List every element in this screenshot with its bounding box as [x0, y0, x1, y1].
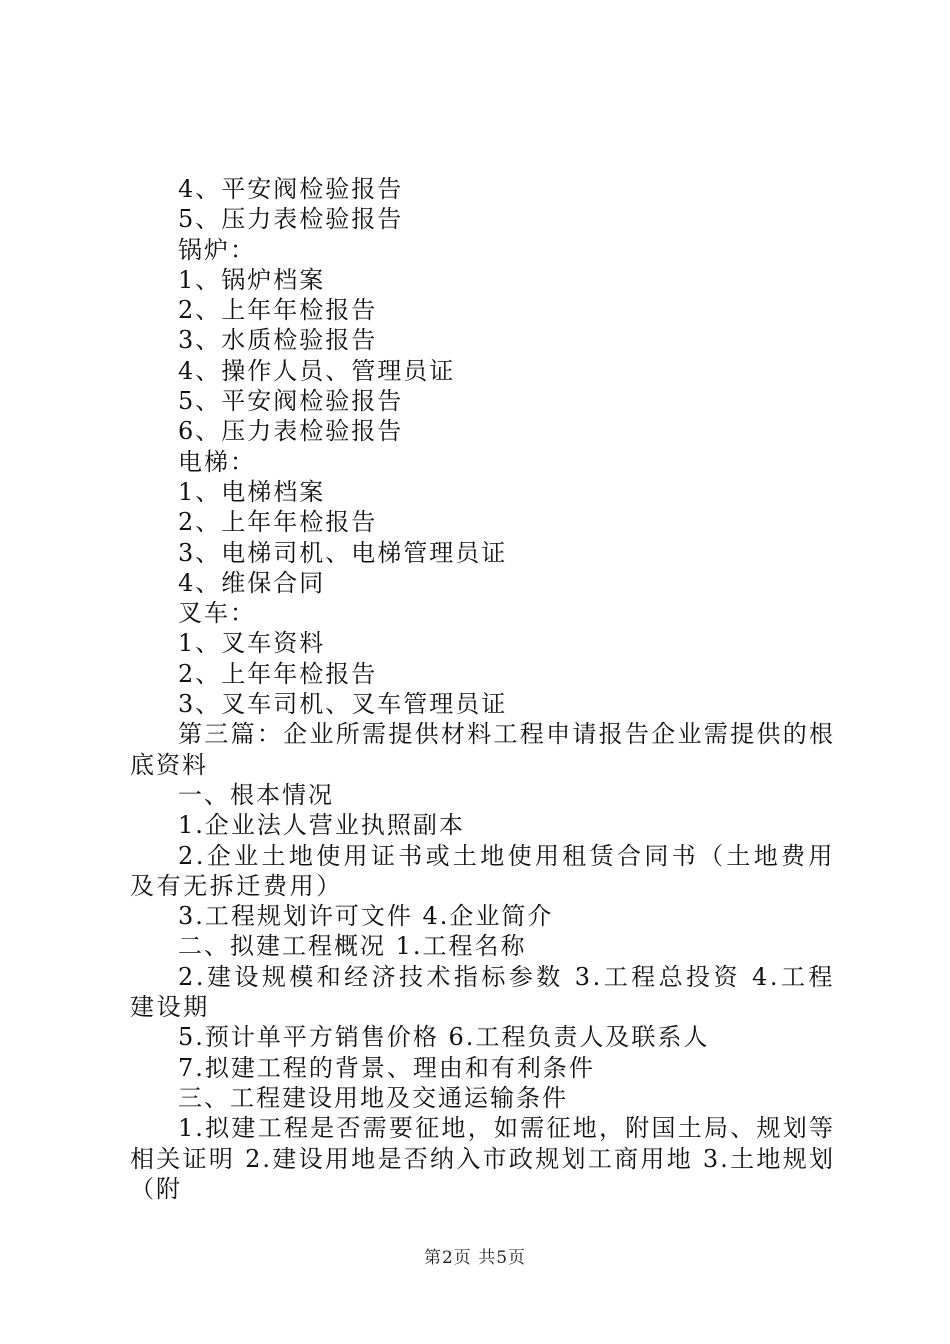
paragraph: 2.建设规模和经济技术指标参数 3.工程总投资 4.工程建设期: [130, 962, 835, 1022]
paragraph: 2.企业土地使用证书或土地使用租赁合同书（土地费用及有无拆迁费用）: [130, 841, 835, 900]
paragraph: 7.拟建工程的背景、理由和有利条件: [178, 1053, 595, 1082]
chapter-title: 第三篇：企业所需提供材料工程申请报告企业需提供的根底资料: [130, 720, 835, 779]
section-heading: 三、工程建设用地及交通运输条件: [178, 1083, 568, 1112]
list-item: 4、维保合同: [178, 568, 326, 597]
list-item: 1、叉车资料: [178, 629, 326, 658]
list-item: 1、电梯档案: [178, 477, 326, 506]
list-item: 2、上年年检报告: [178, 659, 378, 688]
paragraph: 5.预计单平方销售价格 6.工程负责人及联系人: [178, 1023, 710, 1052]
section-heading: 锅炉：: [178, 235, 256, 264]
paragraph: 3.工程规划许可文件 4.企业简介: [178, 902, 554, 931]
section-heading: 二、拟建工程概况 1.工程名称: [178, 932, 527, 961]
list-item: 5、压力表检验报告: [178, 205, 404, 234]
list-item: 3、电梯司机、电梯管理员证: [178, 538, 508, 567]
list-item: 3、叉车司机、叉车管理员证: [178, 690, 508, 719]
paragraph: 1.企业法人营业执照副本: [178, 811, 465, 840]
list-item: 2、上年年检报告: [178, 508, 378, 537]
list-item: 4、平安阀检验报告: [178, 175, 404, 203]
list-item: 5、平安阀检验报告: [178, 387, 404, 416]
document-body: [130, 174, 835, 1204]
list-item: 3、水质检验报告: [178, 326, 378, 355]
list-item: 6、压力表检验报告: [178, 417, 404, 446]
section-heading: 电梯：: [178, 447, 256, 476]
section-heading: 叉车：: [178, 599, 256, 628]
list-item: 2、上年年检报告: [178, 296, 378, 325]
list-item: 1、锅炉档案: [178, 265, 326, 294]
section-heading: 一、根本情况: [178, 780, 334, 809]
page-number-footer: 第2页 共5页: [423, 1248, 527, 1268]
list-item: 4、操作人员、管理员证: [178, 356, 456, 385]
paragraph: 1.拟建工程是否需要征地，如需征地，附国土局、规划等相关证明 2.建设用地是否纳入市政规划工商用地 3.土地规划（附: [130, 1114, 835, 1203]
